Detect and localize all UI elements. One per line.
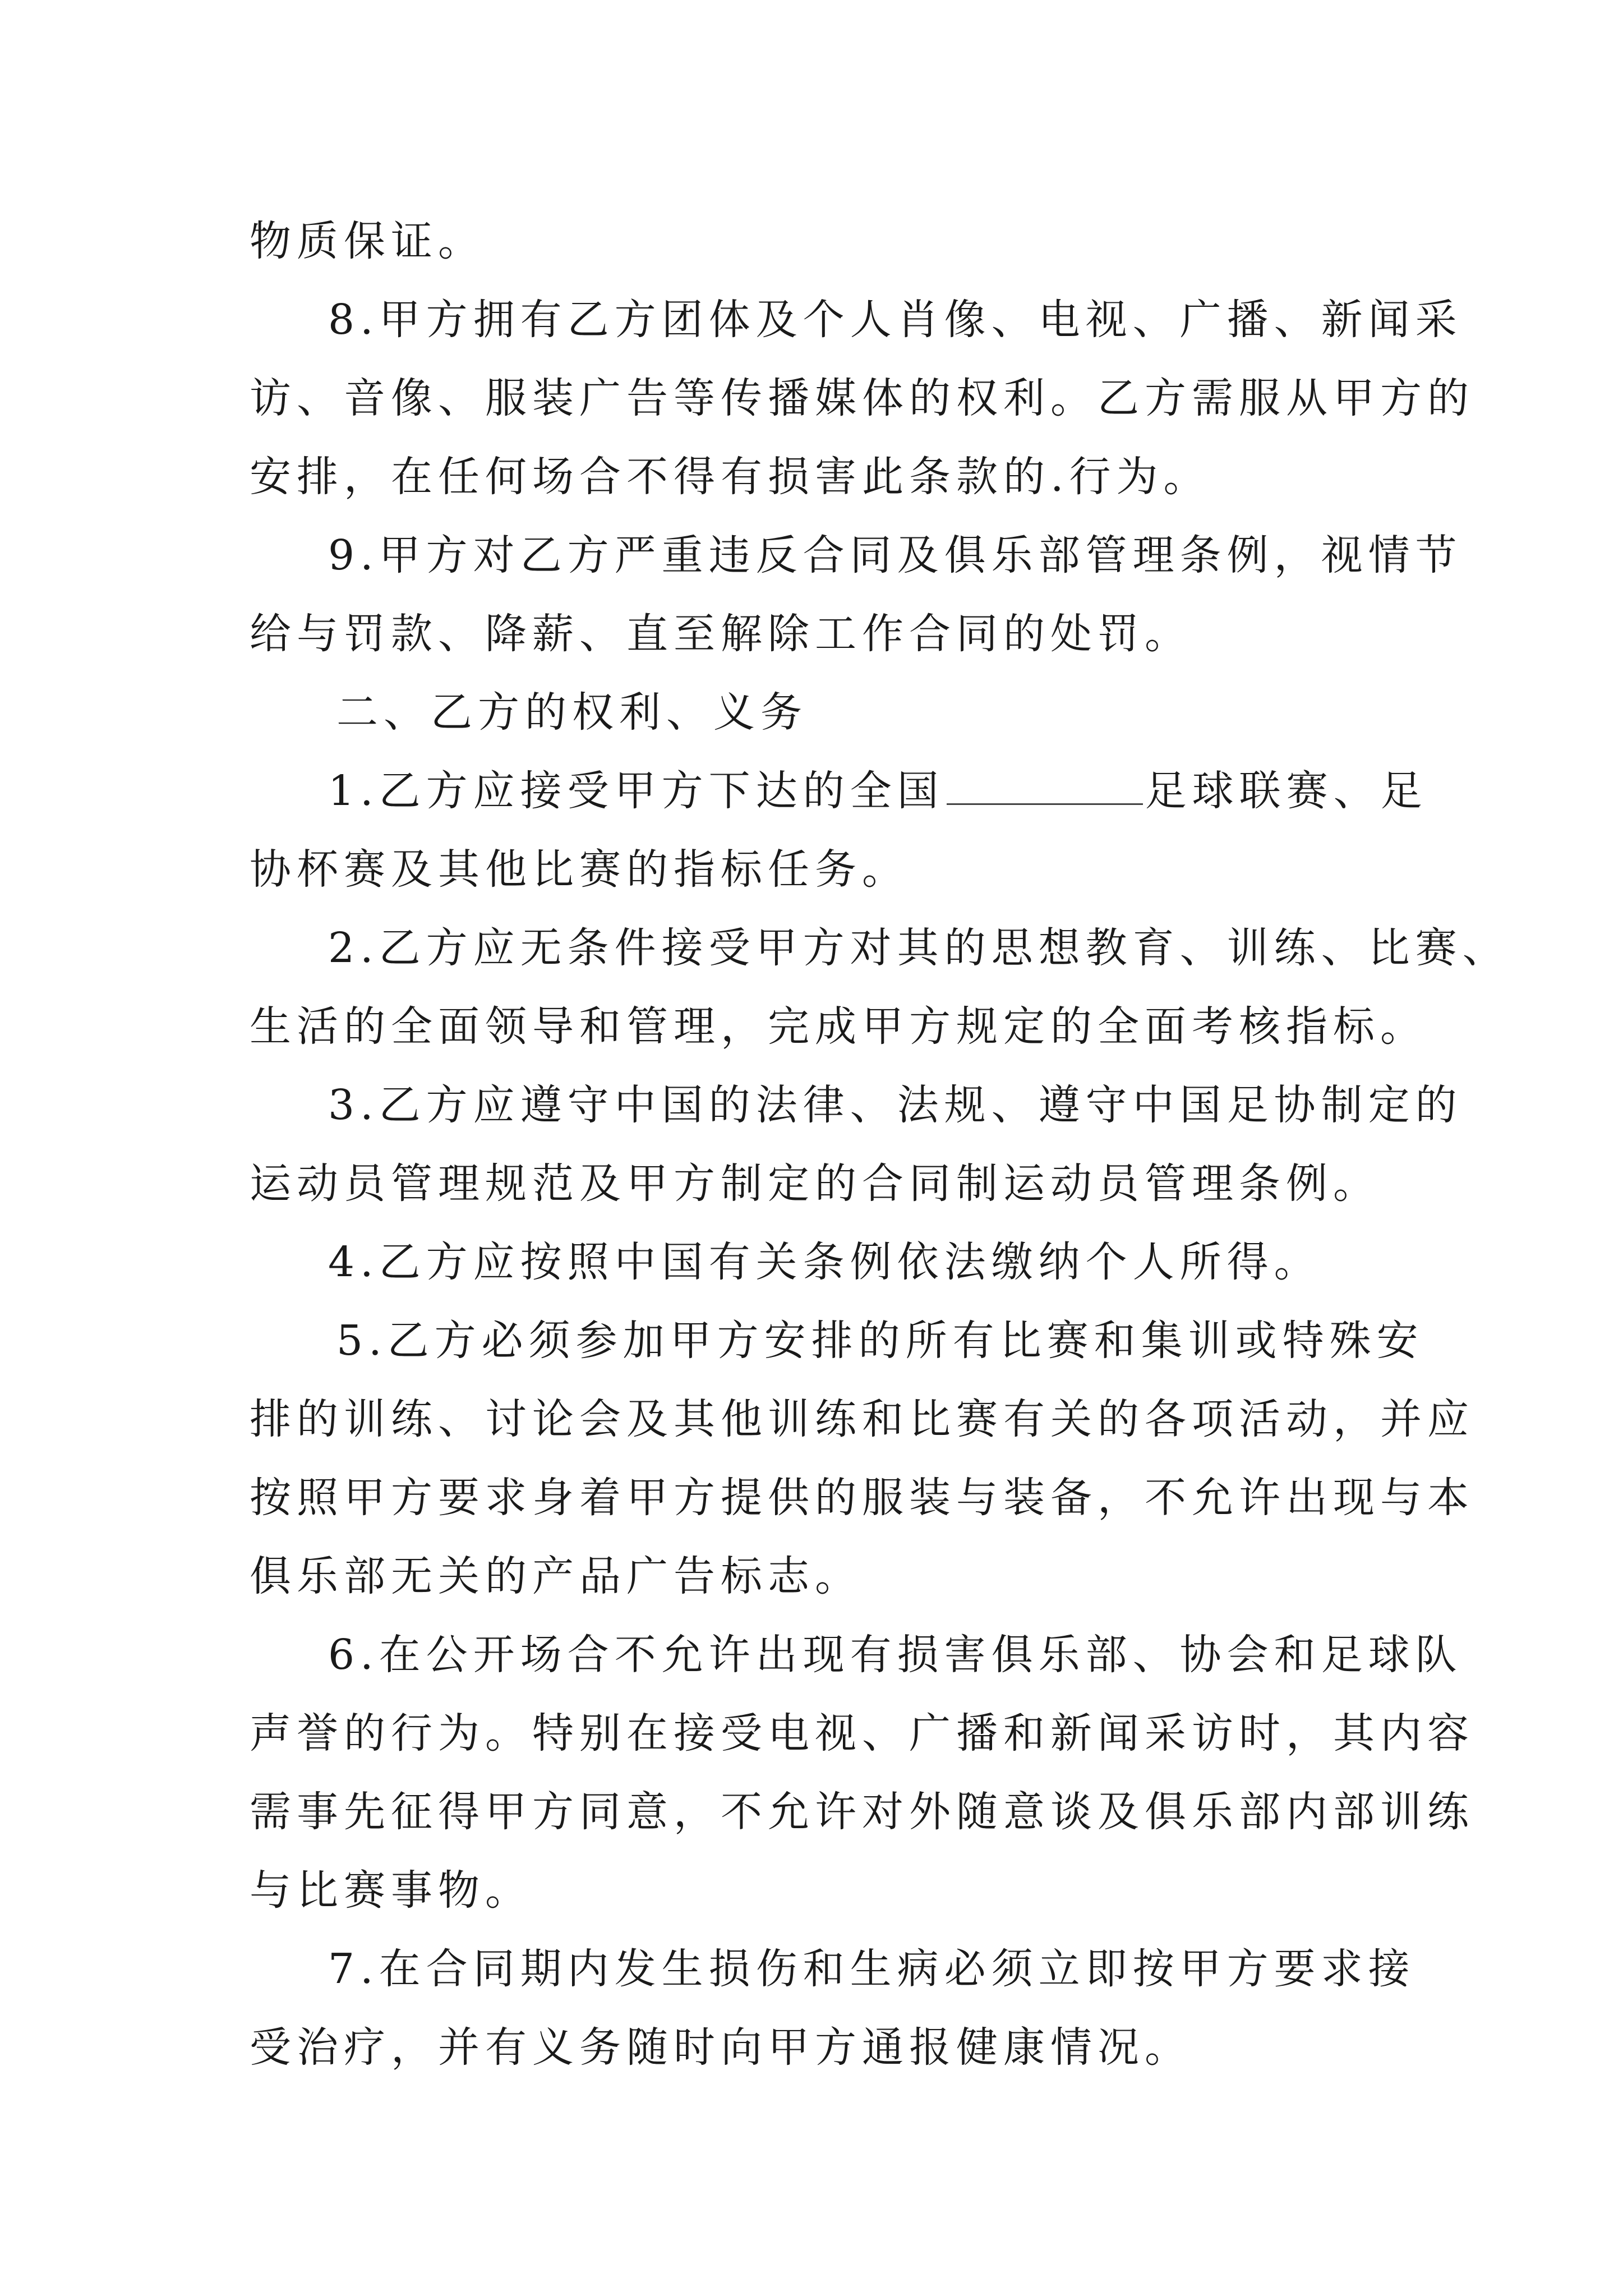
clause-1-line-2: 协杯赛及其他比赛的指标任务。 [250, 845, 909, 894]
fill-in-blank [947, 800, 1143, 805]
clause-8-line-3: 安排，在任何场合不得有损害此条款的.行为。 [250, 453, 1211, 501]
clause-5-line-2: 排的训练、讨论会及其他训练和比赛有关的各项活动，并应 [250, 1395, 1474, 1443]
clause-6-line-2: 声誉的行为。特别在接受电视、广播和新闻采访时，其内容 [250, 1709, 1474, 1757]
clause-5-line-4: 俱乐部无关的产品广告标志。 [250, 1552, 862, 1600]
clause-9-line-2: 给与罚款、降薪、直至解除工作合同的处罚。 [250, 610, 1192, 658]
clause-4-line-1: 4.乙方应按照中国有关条例依法缴纳个人所得。 [328, 1238, 1321, 1286]
clause-1-text-before-blank: 1.乙方应接受甲方下达的全国 [328, 767, 944, 815]
section-heading: 二、乙方的权利、义务 [336, 688, 808, 737]
text-line: 物质保证。 [250, 217, 485, 265]
clause-3-line-2: 运动员管理规范及甲方制定的合同制运动员管理条例。 [250, 1159, 1380, 1208]
clause-8-line-2: 访、音像、服装广告等传播媒体的权利。乙方需服从甲方的 [250, 374, 1474, 422]
clause-5-line-3: 按照甲方要求身着甲方提供的服装与装备，不允许出现与本 [250, 1474, 1474, 1522]
clause-2-line-1: 2.乙方应无条件接受甲方对其的思想教育、训练、比赛、 [328, 924, 1510, 972]
clause-9-line-1: 9.甲方对乙方严重违反合同及俱乐部管理条例，视情节 [328, 531, 1463, 579]
clause-1-text-after-blank: 足球联赛、足 [1145, 767, 1428, 815]
clause-6-line-4: 与比赛事物。 [250, 1866, 532, 1915]
clause-1-line-1 [328, 752, 1428, 830]
clause-6-line-1: 6.在公开场合不允许出现有损害俱乐部、协会和足球队 [328, 1631, 1463, 1679]
clause-7-line-1: 7.在合同期内发生损伤和生病必须立即按甲方要求接 [328, 1945, 1415, 1993]
clause-3-line-1: 3.乙方应遵守中国的法律、法规、遵守中国足协制定的 [328, 1081, 1463, 1129]
clause-2-line-2: 生活的全面领导和管理，完成甲方规定的全面考核指标。 [250, 1002, 1427, 1051]
clause-8-line-1: 8.甲方拥有乙方团体及个人肖像、电视、广播、新闻采 [328, 296, 1463, 344]
clause-6-line-3: 需事先征得甲方同意，不允许对外随意谈及俱乐部内部训练 [250, 1788, 1474, 1836]
clause-5-line-1: 5.乙方必须参加甲方安排的所有比赛和集训或特殊安 [336, 1317, 1424, 1365]
clause-7-line-2: 受治疗，并有义务随时向甲方通报健康情况。 [250, 2023, 1192, 2072]
